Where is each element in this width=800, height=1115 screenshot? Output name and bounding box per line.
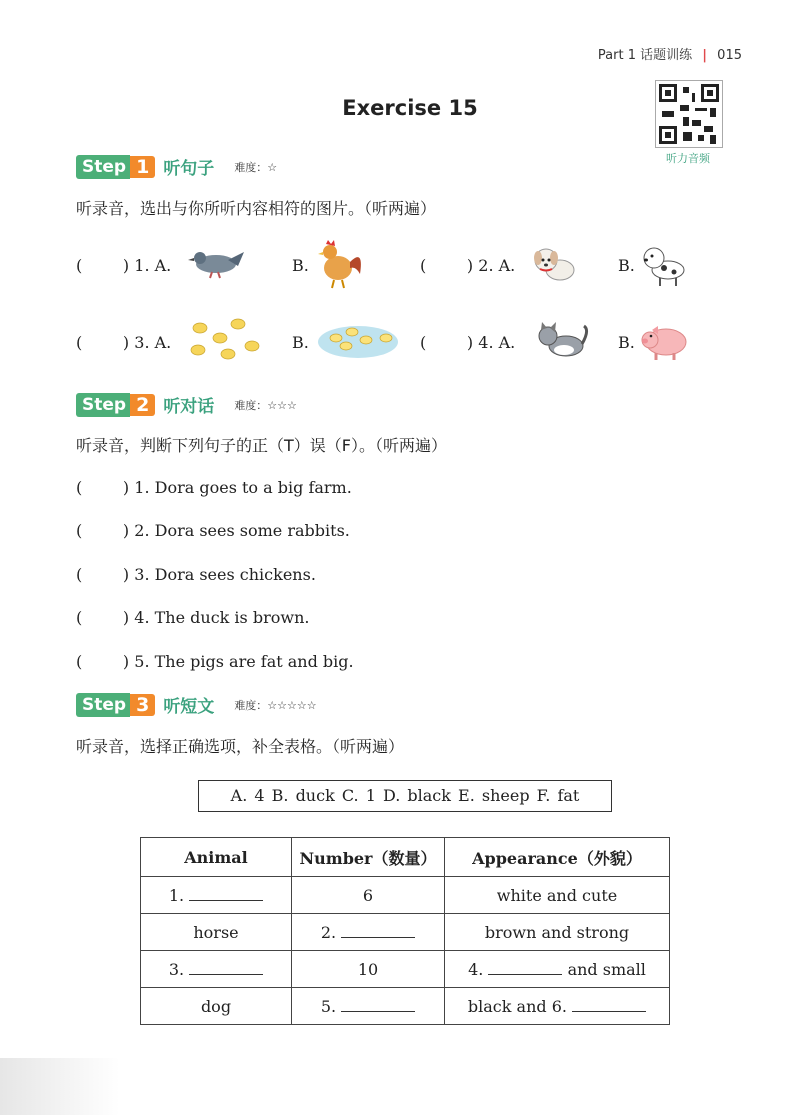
header-part: Part 1: [597, 48, 636, 63]
step-number: 1: [130, 156, 155, 178]
table-cell: 10: [292, 951, 445, 988]
step-title: 听句子: [163, 159, 215, 179]
answer-blank[interactable]: [341, 923, 415, 938]
table-cell: white and cute: [445, 877, 670, 914]
step-word: Step: [76, 393, 130, 417]
statement-item: ( ) 1. Dora goes to a big farm.: [76, 478, 352, 497]
table-row: [141, 988, 670, 1025]
difficulty-rating: 难度：☆☆☆☆☆: [234, 698, 317, 712]
header-divider: |: [702, 48, 708, 63]
step-3-instruction: 听录音，选择正确选项，补全表格。（听两遍）: [76, 737, 405, 756]
question-4-label: ( ) 4. A.: [420, 333, 516, 352]
statement-item: ( ) 3. Dora sees chickens.: [76, 565, 316, 584]
option-b-label: B.: [292, 256, 309, 275]
word-bank: A. 4 B. duck C. 1 D. black E. sheep F. fat: [198, 780, 612, 812]
qr-label: 听力音频: [666, 152, 710, 165]
step-1-heading: [76, 154, 277, 179]
table-cell: brown and strong: [445, 914, 670, 951]
step-title: 听短文: [163, 697, 215, 717]
option-b-label: B.: [618, 256, 635, 275]
header-topic: 话题训练: [640, 48, 693, 63]
step-word: Step: [76, 693, 130, 717]
difficulty-rating: 难度：☆: [234, 160, 278, 174]
rooster-icon: [316, 238, 364, 294]
page-number: 015: [717, 48, 742, 63]
step-3-heading: [76, 692, 317, 717]
difficulty-rating: 难度：☆☆☆: [234, 398, 297, 412]
table-cell[interactable]: black and 6.: [445, 988, 670, 1025]
answer-blank[interactable]: [341, 997, 415, 1012]
statement-item: ( ) 2. Dora sees some rabbits.: [76, 521, 350, 540]
table-cell[interactable]: 5.: [292, 988, 445, 1025]
table-header-row: [141, 838, 670, 877]
answer-blank[interactable]: [572, 997, 646, 1012]
table-cell: horse: [141, 914, 292, 951]
exercise-title: Exercise 15: [342, 96, 478, 120]
cat-icon: [534, 320, 590, 366]
answer-blank[interactable]: [189, 886, 263, 901]
spotted-dog-icon: [640, 244, 690, 292]
step-number: 2: [130, 394, 155, 416]
column-header: Appearance（外貌）: [445, 838, 670, 877]
table-row: [141, 877, 670, 914]
table-row: [141, 914, 670, 951]
table-cell: 6: [292, 877, 445, 914]
answer-table: [140, 837, 670, 1025]
step-1-instruction: 听录音，选出与你所听内容相符的图片。（听两遍）: [76, 199, 437, 218]
column-header: Animal: [141, 838, 292, 877]
option-b-label: B.: [292, 333, 309, 352]
statement-item: ( ) 4. The duck is brown.: [76, 608, 310, 627]
chicks-icon: [186, 316, 266, 366]
option-b-label: B.: [618, 333, 635, 352]
question-1-label: ( ) 1. A.: [76, 256, 172, 275]
table-cell[interactable]: 4. and small: [445, 951, 670, 988]
step-word: Step: [76, 155, 130, 179]
step-number: 3: [130, 694, 155, 716]
answer-blank[interactable]: [189, 960, 263, 975]
question-3-label: ( ) 3. A.: [76, 333, 172, 352]
table-row: [141, 951, 670, 988]
page-header: [598, 44, 742, 63]
puppy-icon: [530, 244, 580, 290]
pig-icon: [640, 322, 690, 366]
table-cell: dog: [141, 988, 292, 1025]
step-2-instruction: 听录音，判断下列句子的正（T）误（F）。（听两遍）: [76, 436, 447, 455]
qr-code-icon[interactable]: [655, 80, 723, 148]
table-cell[interactable]: 1.: [141, 877, 292, 914]
scan-shadow: [0, 1058, 120, 1115]
pigeon-icon: [188, 244, 244, 284]
statement-item: ( ) 5. The pigs are fat and big.: [76, 652, 354, 671]
step-title: 听对话: [163, 397, 215, 417]
ducklings-icon: [316, 316, 400, 364]
table-cell[interactable]: 3.: [141, 951, 292, 988]
step-2-heading: [76, 392, 297, 417]
table-cell[interactable]: 2.: [292, 914, 445, 951]
question-2-label: ( ) 2. A.: [420, 256, 516, 275]
answer-blank[interactable]: [488, 960, 562, 975]
column-header: Number（数量）: [292, 838, 445, 877]
